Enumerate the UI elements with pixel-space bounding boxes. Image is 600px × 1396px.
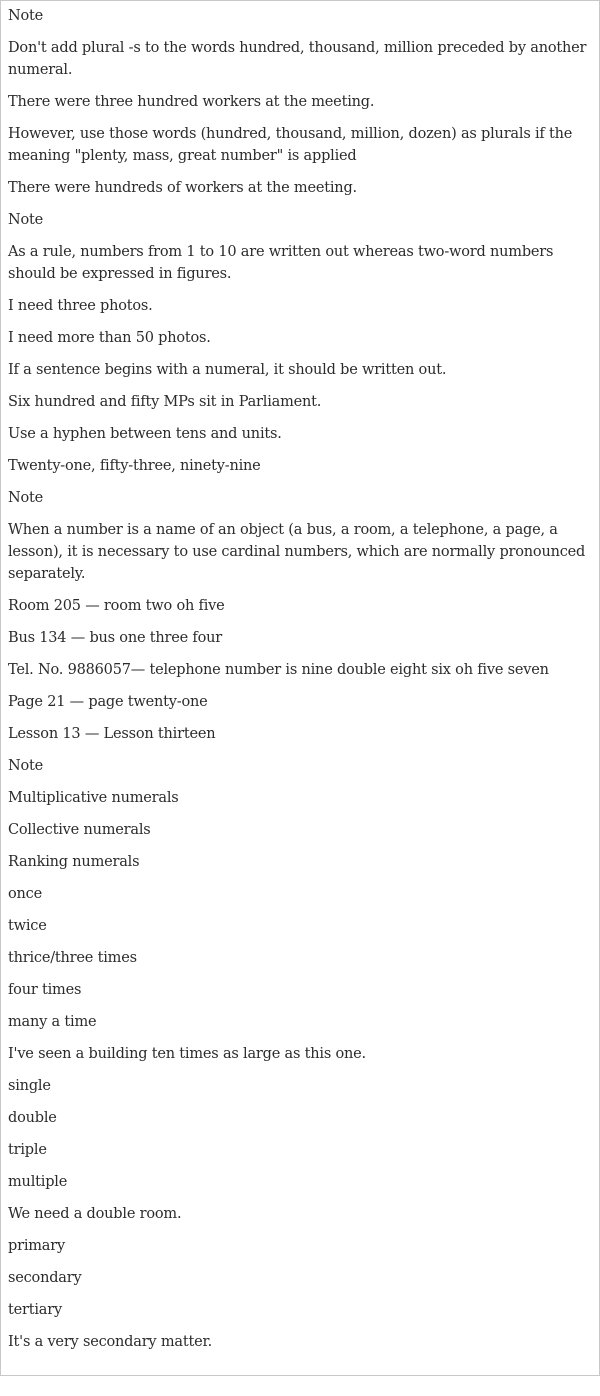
rule-plurals-meaning: However, use those words (hundred, thousand, million, dozen) as plurals if the meaning "plenty, mass, great number" is applied — [8, 126, 573, 164]
example-sentence: I need more than 50 photos. — [8, 330, 211, 346]
list-item: thrice/three times — [8, 950, 137, 966]
note-heading: Note — [8, 490, 44, 506]
note-heading: Note — [8, 758, 44, 774]
list-item: four times — [8, 982, 82, 998]
example-telephone: Tel. No. 9886057— telephone number is nine double eight six oh five seven — [8, 662, 549, 678]
rule-hyphen: Use a hyphen between tens and units. — [8, 426, 282, 442]
example-sentence: I've seen a building ten times as large as this one. — [8, 1046, 366, 1062]
example-sentence: There were three hundred workers at the meeting. — [8, 94, 375, 110]
category-multiplicative: Multiplicative numerals — [8, 790, 179, 806]
rule-plural-s: Don't add plural -s to the words hundred, thousand, million preceded by another numeral. — [8, 40, 587, 78]
rule-sentence-start: If a sentence begins with a numeral, it should be written out. — [8, 362, 447, 378]
note-heading: Note — [8, 212, 44, 228]
list-item: primary — [8, 1238, 65, 1254]
list-item: tertiary — [8, 1302, 62, 1318]
note-heading: Note — [8, 8, 44, 24]
example-sentence: We need a double room. — [8, 1206, 182, 1222]
list-item: single — [8, 1078, 51, 1094]
example-sentence: Twenty-one, fifty-three, ninety-nine — [8, 458, 261, 474]
list-item: once — [8, 886, 42, 902]
example-bus: Bus 134 — bus one three four — [8, 630, 223, 646]
example-lesson: Lesson 13 — Lesson thirteen — [8, 726, 216, 742]
category-ranking: Ranking numerals — [8, 854, 140, 870]
example-sentence: I need three photos. — [8, 298, 153, 314]
list-item: secondary — [8, 1270, 82, 1286]
category-collective: Collective numerals — [8, 822, 151, 838]
list-item: double — [8, 1110, 57, 1126]
list-item: twice — [8, 918, 47, 934]
example-sentence: Six hundred and fifty MPs sit in Parliament. — [8, 394, 322, 410]
example-page: Page 21 — page twenty-one — [8, 694, 208, 710]
rule-written-out: As a rule, numbers from 1 to 10 are written out whereas two-word numbers should be expressed in figures. — [8, 244, 554, 282]
list-item: multiple — [8, 1174, 68, 1190]
list-item: triple — [8, 1142, 47, 1158]
example-sentence: It's a very secondary matter. — [8, 1334, 212, 1350]
list-item: many a time — [8, 1014, 97, 1030]
example-room: Room 205 — room two oh five — [8, 598, 225, 614]
rule-object-names: When a number is a name of an object (a bus, a room, a telephone, a page, a lesson), it is necessary to use cardinal numbers, which are normally pronounced separately. — [8, 522, 586, 582]
example-sentence: There were hundreds of workers at the meeting. — [8, 180, 357, 196]
